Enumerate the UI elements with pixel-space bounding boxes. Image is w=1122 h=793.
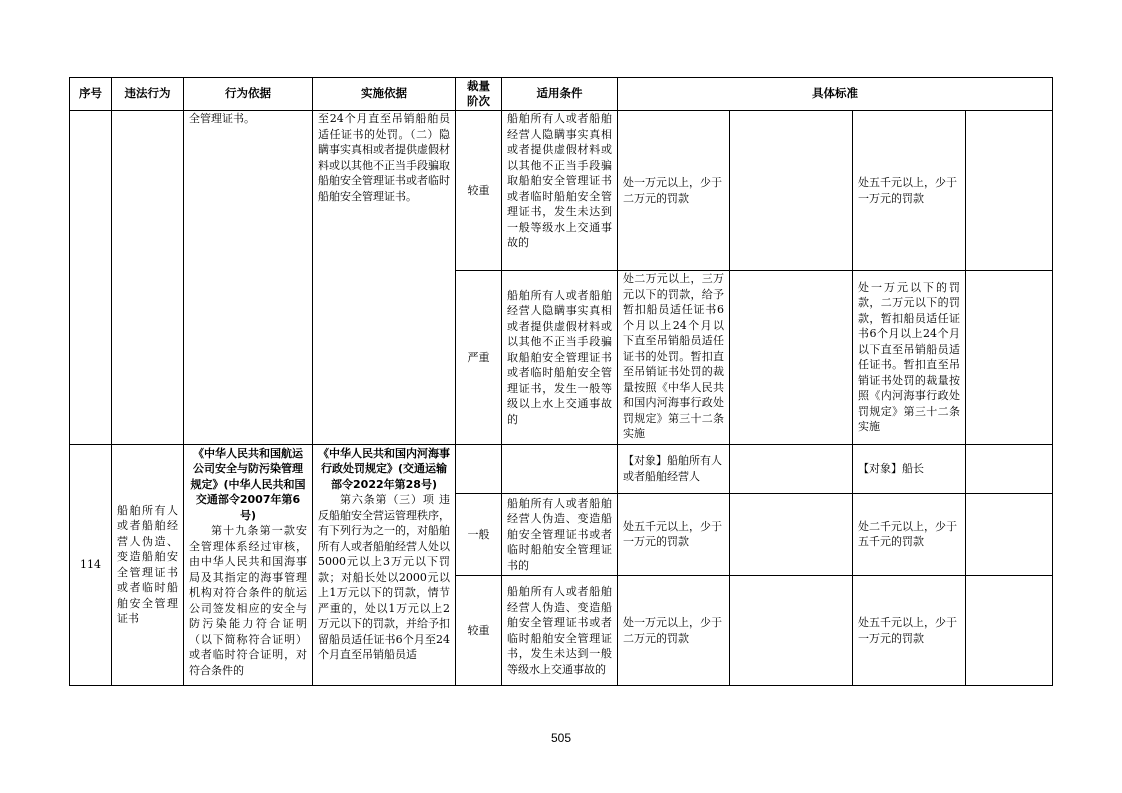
table-row bbox=[70, 111, 1053, 271]
header-impl: 实施依据 bbox=[313, 78, 456, 111]
cell-std-owner: 处一万元以上，少于二万元的罚款 bbox=[618, 576, 730, 686]
cell-std-empty bbox=[966, 111, 1053, 271]
cell-act: 船舶所有人或者船舶经营人伪造、变造船舶安全管理证书或者临时船舶安全管理证书 bbox=[112, 444, 184, 686]
impl-regulation-title: 《中华人民共和国内河海事行政处罚规定》(交通运输部令2022年第28号) bbox=[318, 446, 450, 491]
cell-level: 较重 bbox=[456, 111, 502, 271]
cell-level: 较重 bbox=[456, 576, 502, 686]
cell-basis: 全管理证书。 bbox=[184, 111, 313, 445]
cell-std-empty bbox=[730, 111, 853, 271]
cell-level: 一般 bbox=[456, 493, 502, 576]
cell-std-empty bbox=[966, 493, 1053, 576]
cell-std-empty bbox=[966, 576, 1053, 686]
basis-regulation-title: 《中华人民共和国航运公司安全与防污染管理规定》(中华人民共和国交通部令2007年第6号) bbox=[190, 446, 306, 522]
header-std: 具体标准 bbox=[618, 78, 1053, 111]
cell-std-empty bbox=[966, 271, 1053, 445]
cell-std-owner: 处一万元以上，少于二万元的罚款 bbox=[618, 111, 730, 271]
cell-std-captain: 处一万元以下的罚款，二万元以下的罚款，暂扣船员适任证书6个月以上24个月以下直至吊销船员适任证书。暂扣直至吊销证书处罚的裁量按照《内河海事行政处罚规定》第三十二条实施 bbox=[853, 271, 966, 445]
cell-cond: 船舶所有人或者船舶经营人伪造、变造船舶安全管理证书或者临时船舶安全管理证书，发生未达到一般等级水上交通事故的 bbox=[502, 576, 618, 686]
cell-std-empty bbox=[730, 271, 853, 445]
cell-std-owner: 处五千元以上，少于一万元的罚款 bbox=[618, 493, 730, 576]
cell-std-owner-target: 【对象】船舶所有人或者船舶经营人 bbox=[618, 444, 730, 493]
header-level: 裁量阶次 bbox=[456, 78, 502, 111]
header-cond: 适用条件 bbox=[502, 78, 618, 111]
cell-level: 严重 bbox=[456, 271, 502, 445]
cell-std-captain: 处五千元以上，少于一万元的罚款 bbox=[853, 111, 966, 271]
cell-cond-empty bbox=[502, 444, 618, 493]
cell-no: 114 bbox=[70, 444, 112, 686]
cell-level-empty bbox=[456, 444, 502, 493]
cell-no-empty bbox=[70, 111, 112, 445]
cell-std-owner: 处二万元以上，三万元以下的罚款，给予暂扣船员适任证书6个月以上24个月以下直至吊销船员适任证书的处罚。暂扣直至吊销证书处罚的裁量按照《中华人民共和国内河海事行政处罚规定》第三十二条实施 bbox=[618, 271, 730, 445]
cell-std-empty bbox=[730, 576, 853, 686]
cell-std-empty bbox=[966, 444, 1053, 493]
header-act: 违法行为 bbox=[112, 78, 184, 111]
header-row bbox=[70, 78, 1053, 111]
cell-impl: 至24个月直至吊销船舶员适任证书的处罚。（二）隐瞒事实真相或者提供虚假材料或以其他不正当手段骗取船舶安全管理证书或者临时船舶安全管理证书。 bbox=[313, 111, 456, 445]
table-row bbox=[70, 444, 1053, 493]
cell-std-captain-target: 【对象】船长 bbox=[853, 444, 966, 493]
penalty-standard-table bbox=[69, 77, 1053, 686]
page-number: 505 bbox=[550, 731, 572, 745]
cell-std-captain: 处五千元以上，少于一万元的罚款 bbox=[853, 576, 966, 686]
header-basis: 行为依据 bbox=[184, 78, 313, 111]
cell-cond: 船舶所有人或者船舶经营人隐瞒事实真相或者提供虚假材料或以其他不正当手段骗取船舶安全管理证书或者临时船舶安全管理证书，发生一般等级以上水上交通事故的 bbox=[502, 271, 618, 445]
cell-cond: 船舶所有人或者船舶经营人隐瞒事实真相或者提供虚假材料或以其他不正当手段骗取船舶安全管理证书或者临时船舶安全管理证书，发生未达到一般等级水上交通事故的 bbox=[502, 111, 618, 271]
cell-std-empty bbox=[730, 493, 853, 576]
cell-cond: 船舶所有人或者船舶经营人伪造、变造船舶安全管理证书或者临时船舶安全管理证书的 bbox=[502, 493, 618, 576]
cell-std-empty bbox=[730, 444, 853, 493]
cell-act-empty bbox=[112, 111, 184, 445]
header-no: 序号 bbox=[70, 78, 112, 111]
cell-basis bbox=[184, 444, 313, 686]
cell-impl bbox=[313, 444, 456, 686]
basis-regulation-text: 第十九条第一款安全管理体系经过审核，由中华人民共和国海事局及其指定的海事管理机构对符合条件的航运公司签发相应的安全与防污染能力符合证明（以下简称符合证明）或者临时符合证明，对符合条件的 bbox=[189, 524, 307, 677]
cell-std-captain: 处二千元以上，少于五千元的罚款 bbox=[853, 493, 966, 576]
impl-regulation-text: 第六条第（三）项 违反船舶安全营运管理秩序，有下列行为之一的，对船舶所有人或者船舶经营人处以5000元以上3万元以下罚款；对船长处以2000元以上1万元以下的罚款，情节严重的，处以1万元以上2万元以下的罚款，并给予扣留船员适任证书6个月至24个月直至吊销船员适 bbox=[318, 493, 450, 661]
